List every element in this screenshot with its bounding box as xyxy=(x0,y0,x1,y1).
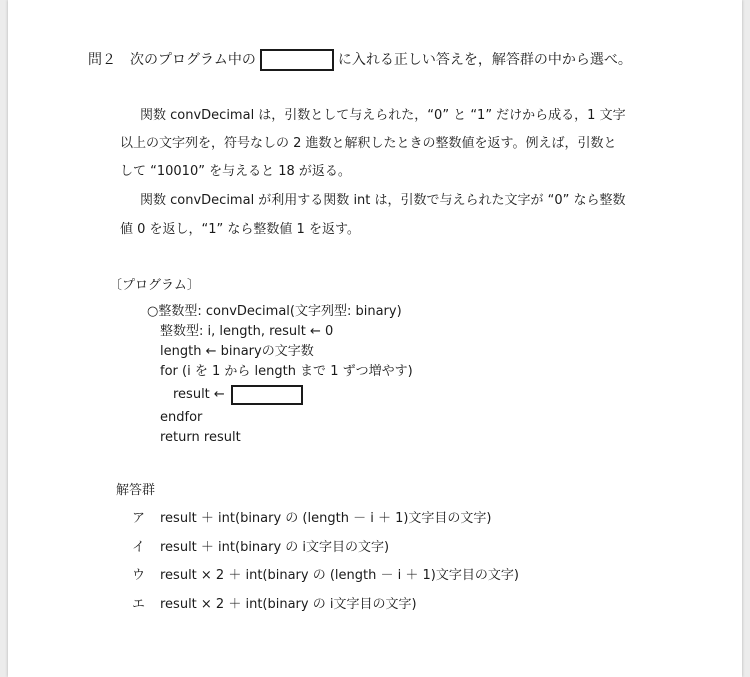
description-line-4: 関数 convDecimal が利用する関数 int は，引数で与えられた文字が “0” なら整数 xyxy=(140,193,626,208)
answer-option[interactable] xyxy=(132,567,519,585)
question-line xyxy=(88,49,632,71)
answer-text: result × 2 ＋ int(binary の (length － i ＋ 1)文字目の文字) xyxy=(160,568,519,583)
answer-text: result ＋ int(binary の i文字目の文字) xyxy=(160,540,390,555)
program-header: 〔プログラム〕 xyxy=(109,278,200,293)
answer-text: result ＋ int(binary の (length － i ＋ 1)文字目の文字) xyxy=(160,511,492,526)
program-line-endfor: endfor xyxy=(160,410,203,425)
question-number: 問２ xyxy=(88,52,116,68)
program-line-result xyxy=(173,384,303,406)
answer-option[interactable] xyxy=(132,539,389,557)
question-text-after: に入れる正しい答えを，解答群の中から選べ。 xyxy=(337,52,632,68)
program-line-length: length ← binaryの文字数 xyxy=(160,344,314,359)
program-line-signature: ○整数型: convDecimal(文字列型: binary) xyxy=(147,304,402,319)
question-text-before: 次のプログラム中の xyxy=(130,52,256,68)
description-line-1: 関数 convDecimal は，引数として与えられた，“0” と “1” だけから成る，1 文字 xyxy=(140,108,626,123)
description-line-3: して “10010” を与えると 18 が返る。 xyxy=(120,164,351,179)
program-blank-box xyxy=(231,385,303,405)
program-line-declaration: 整数型: i, length, result ← 0 xyxy=(160,324,334,339)
answer-text: result × 2 ＋ int(binary の i文字目の文字) xyxy=(160,597,417,612)
program-line-return: return result xyxy=(160,430,241,445)
answer-option[interactable] xyxy=(132,596,417,614)
program-result-prefix: result ← xyxy=(173,387,225,402)
answer-label: ウ xyxy=(132,568,146,583)
answers-header: 解答群 xyxy=(116,483,156,498)
answer-label: エ xyxy=(132,597,146,612)
answer-label: ア xyxy=(132,511,146,526)
answer-label: イ xyxy=(132,540,146,555)
answer-blank-box xyxy=(260,49,334,71)
description-line-2: 以上の文字列を，符号なしの 2 進数と解釈したときの整数値を返す。例えば，引数と xyxy=(120,136,617,151)
program-line-for: for (i を 1 から length まで 1 ずつ増やす) xyxy=(160,364,413,379)
answer-option[interactable] xyxy=(132,510,492,528)
document-page xyxy=(8,0,742,677)
description-line-5: 値 0 を返し，“1” なら整数値 1 を返す。 xyxy=(120,222,360,237)
